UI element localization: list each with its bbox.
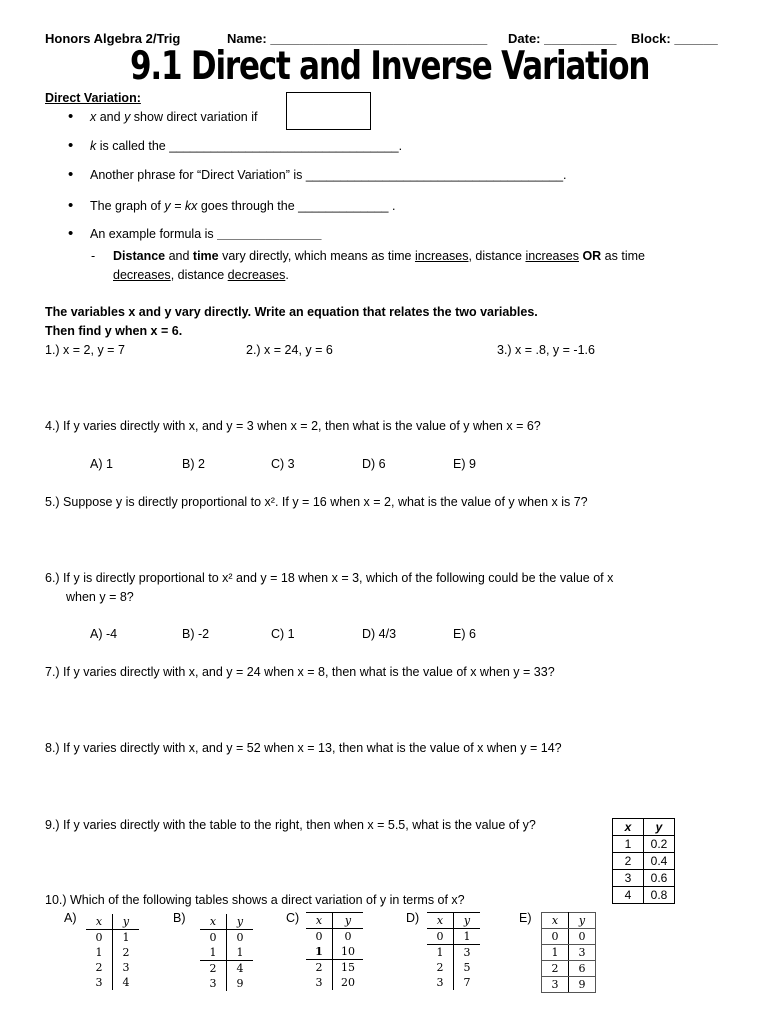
- header-y: y: [113, 914, 140, 930]
- bullet-2-text: [90, 139, 402, 153]
- table-c: [306, 912, 363, 990]
- table-e-label: E): [519, 911, 532, 925]
- bullet-3-text: Another phrase for “Direct Variation” is _____________________________________.: [90, 168, 567, 182]
- problem-9: 9.) If y varies directly with the table to the right, then when x = 5.5, what is the value of y?: [45, 818, 536, 832]
- cell: 0.4: [644, 853, 675, 870]
- p6-option-b: B) -2: [182, 627, 210, 641]
- cell: 3: [306, 975, 333, 990]
- p4-option-e: E) 9: [453, 457, 476, 471]
- text: vary directly, which means as time: [218, 249, 415, 263]
- table-row: [200, 961, 253, 977]
- answer-box: [286, 92, 371, 130]
- cell: 0: [236, 931, 244, 944]
- cell: 2: [613, 853, 644, 870]
- bullet-dot: •: [68, 108, 74, 125]
- block-field: Block: ______: [631, 31, 718, 46]
- cell: 2: [306, 960, 333, 976]
- term-distance: Distance: [113, 249, 166, 263]
- cell: 3: [122, 961, 130, 974]
- table-b: [200, 914, 253, 991]
- text: and: [165, 249, 193, 263]
- header-x: x: [613, 819, 644, 836]
- date-field: Date: __________: [508, 31, 617, 46]
- header-x: x: [306, 913, 333, 929]
- p6-option-e: E) 6: [453, 627, 476, 641]
- cell: 1: [86, 945, 113, 960]
- cell: 10: [341, 945, 355, 958]
- text: The graph of: [90, 199, 165, 213]
- equation: y = kx: [164, 199, 198, 213]
- cell: 2: [542, 961, 569, 977]
- cell: 0.6: [644, 870, 675, 887]
- p4-option-a: A) 1: [90, 457, 113, 471]
- cell: 4: [227, 961, 254, 977]
- cell: 1: [427, 945, 454, 961]
- table-row: [613, 853, 675, 870]
- cell: 2: [427, 960, 454, 975]
- cell: 1: [200, 945, 227, 961]
- table-row: [86, 975, 139, 990]
- problem-3: 3.) x = .8, y = -1.6: [497, 343, 595, 357]
- cell: 1: [454, 929, 481, 945]
- bullet-5-text: [90, 227, 321, 241]
- p6-option-a: A) -4: [90, 627, 118, 641]
- problem-7: 7.) If y varies directly with x, and y = 24 when x = 8, then what is the value of x when y = 33?: [45, 665, 555, 679]
- cell: 1: [122, 931, 130, 944]
- header-x: x: [427, 913, 454, 929]
- bullet-5: •: [68, 225, 74, 242]
- header-x: x: [542, 913, 569, 929]
- table-row: [613, 836, 675, 853]
- p6-option-d: D) 4/3: [362, 627, 397, 641]
- text: , distance: [170, 268, 228, 282]
- cell: 3: [613, 870, 644, 887]
- cell: 20: [341, 976, 355, 989]
- table-b-label: B): [173, 911, 186, 925]
- cell: 3: [200, 976, 227, 991]
- instructions-line-2: Then find y when x = 6.: [45, 324, 183, 338]
- sub-dash: -: [91, 249, 96, 263]
- table-row: [427, 975, 480, 990]
- sub-line-1: [113, 249, 645, 263]
- cell: 9: [236, 977, 244, 990]
- cell: 0: [306, 929, 333, 945]
- problem-6-line-1: 6.) If y is directly proportional to x² and y = 18 when x = 3, which of the following could be the value of x: [45, 571, 614, 585]
- table-row: [542, 961, 596, 977]
- table-a: [86, 914, 139, 990]
- p4-option-c: C) 3: [271, 457, 295, 471]
- table-a-label: A): [64, 911, 77, 925]
- cell: 1: [613, 836, 644, 853]
- cell: 0: [542, 929, 569, 945]
- cell: 4: [122, 976, 130, 989]
- problem-4: 4.) If y varies directly with x, and y = 3 when x = 2, then what is the value of y when x = 6?: [45, 419, 541, 433]
- header-y: y: [333, 913, 364, 929]
- p6-option-c: C) 1: [271, 627, 295, 641]
- cell: 0: [569, 929, 596, 945]
- table-d: [427, 912, 480, 990]
- cell: 3: [542, 977, 569, 993]
- text: , distance: [468, 249, 526, 263]
- underlined-word: increases: [525, 249, 579, 263]
- p4-option-b: B) 2: [182, 457, 205, 471]
- cell: 0: [200, 930, 227, 946]
- cell: 0: [86, 930, 113, 946]
- header-y: y: [569, 913, 596, 929]
- instructions-line-1: The variables x and y vary directly. Write an equation that relates the two variables.: [45, 305, 538, 319]
- var-y: y: [124, 110, 131, 124]
- cell: 4: [613, 887, 644, 904]
- table-row: [306, 975, 363, 990]
- section-heading: Direct Variation:: [45, 91, 141, 105]
- table-row: [542, 945, 596, 961]
- header-y: y: [227, 914, 254, 930]
- cell: 7: [463, 976, 471, 989]
- table-row: [613, 887, 675, 904]
- table-e: [541, 912, 596, 993]
- table-row: [86, 945, 139, 960]
- cell: 0.2: [644, 836, 675, 853]
- header-x: x: [200, 914, 227, 930]
- cell: 9: [569, 977, 596, 993]
- underlined-word: decreases: [113, 268, 171, 282]
- term-time: time: [192, 249, 219, 263]
- table-d-label: D): [406, 911, 420, 925]
- table-row: [200, 930, 253, 946]
- bullet-1: [68, 108, 73, 125]
- table-row: [306, 944, 363, 960]
- text: and: [96, 110, 125, 124]
- cell: 3: [86, 975, 113, 990]
- sub-line-2: [113, 268, 289, 282]
- underlined-word: increases: [414, 249, 469, 263]
- table-row: [427, 945, 480, 961]
- table-row: [427, 960, 480, 975]
- cell: 1: [306, 944, 333, 960]
- text: An example formula is: [90, 227, 214, 241]
- cell: 2: [122, 946, 130, 959]
- cell: 2: [86, 960, 113, 975]
- table-row: [427, 929, 480, 945]
- bullet-1-text: [90, 110, 257, 124]
- bullet-4-text: [90, 199, 395, 213]
- table-c-label: C): [286, 911, 300, 925]
- cell: 0: [344, 930, 352, 943]
- table-row: [200, 945, 253, 961]
- blank: _______________: [217, 227, 322, 241]
- header-x: x: [86, 914, 113, 930]
- p4-option-d: D) 6: [362, 457, 386, 471]
- cell: 1: [542, 945, 569, 961]
- cell: 3: [427, 975, 454, 990]
- table-row: [200, 976, 253, 991]
- cell: 0: [427, 929, 454, 945]
- problem-2: 2.) x = 24, y = 6: [246, 343, 333, 357]
- page-title: 9.1 Direct and Inverse Variation: [130, 44, 650, 89]
- or-word: OR: [578, 249, 602, 263]
- header-y: y: [644, 819, 675, 836]
- table-row: [86, 930, 139, 946]
- cell: 3: [463, 946, 471, 959]
- var-x: x: [90, 110, 97, 124]
- bullet-3: •: [68, 166, 74, 183]
- header-y: y: [454, 913, 481, 929]
- problem-6-line-2: when y = 8?: [66, 590, 134, 604]
- problem-1: 1.) x = 2, y = 7: [45, 343, 125, 357]
- table-row: [306, 929, 363, 945]
- cell: 6: [569, 961, 596, 977]
- text: .: [285, 268, 289, 282]
- table-row: [542, 977, 596, 993]
- cell: 2: [200, 961, 227, 977]
- text: show direct variation if: [130, 110, 258, 124]
- cell: 1: [236, 946, 244, 959]
- problem-8: 8.) If y varies directly with x, and y = 52 when x = 13, then what is the value of x when y = 14?: [45, 741, 562, 755]
- text: as time: [601, 249, 645, 263]
- cell: 5: [463, 961, 471, 974]
- cell: 3: [569, 945, 596, 961]
- text: goes through the _____________ .: [197, 199, 396, 213]
- bullet-4: •: [68, 197, 74, 214]
- var-k: k: [90, 139, 97, 153]
- course-name: Honors Algebra 2/Trig: [45, 31, 181, 46]
- cell: 0.8: [644, 887, 675, 904]
- problem-10: 10.) Which of the following tables shows a direct variation of y in terms of x?: [45, 893, 465, 907]
- table-row: [542, 929, 596, 945]
- table-row: [613, 870, 675, 887]
- bullet-2: •: [68, 137, 74, 154]
- table-header-row: [613, 819, 675, 836]
- underlined-word: decreases: [227, 268, 286, 282]
- table-row: [306, 960, 363, 976]
- problem-9-table: [612, 818, 675, 904]
- problem-5: 5.) Suppose y is directly proportional to x². If y = 16 when x = 2, what is the value of y when x is 7?: [45, 495, 588, 509]
- cell: 15: [333, 960, 364, 976]
- text: is called the _________________________________.: [96, 139, 403, 153]
- name-field: Name: ______________________________: [227, 31, 488, 46]
- table-row: [86, 960, 139, 975]
